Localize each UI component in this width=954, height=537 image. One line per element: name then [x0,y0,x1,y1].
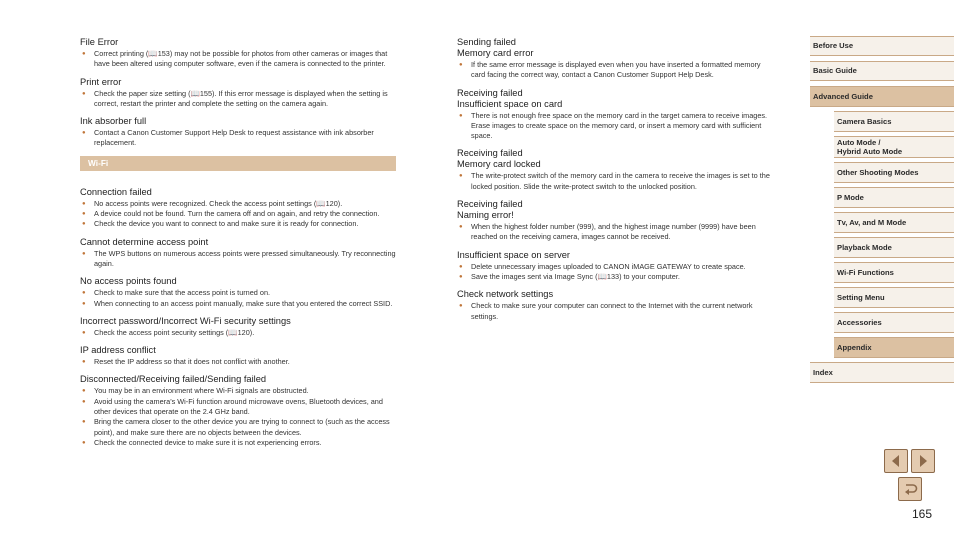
bullet-text: Check the access point security settings ( [94,327,229,337]
nav-item-basic-guide[interactable] [810,61,954,81]
nav-item-advanced-guide[interactable] [810,86,954,107]
bullet-item [80,199,396,209]
bullet-text: The write-protect switch of the memory card in the camera to receive the images is set to the locked position. Slide the write-protect switch to the unlocked position. [471,171,770,191]
nav-item-appendix[interactable] [834,337,954,358]
message-entry [80,345,396,367]
right-arrow-icon [916,454,930,468]
message-entry [80,316,396,338]
message-entry [80,77,396,110]
message-entry [457,37,775,81]
nav-item-label: Playback Mode [837,242,892,252]
bullet-text: 155). If this error message is displayed when the setting is correct, restart the printer and complete the setting on the camera again. [94,88,388,108]
bullet-item [80,328,396,338]
message-heading: Ink absorber full [80,116,147,127]
message-entry [457,199,775,243]
bullet-item [457,222,775,243]
nav-item-label: Basic Guide [813,66,857,76]
bullet-text: Check the device you want to connect to and make sure it is ready for connection. [94,219,359,229]
bullet-text: If the same error message is displayed even when you have inserted a formatted memory card facing the correct way, contact a Canon Customer Support Help Desk. [471,60,761,80]
bullet-list [80,386,396,448]
nav-item-auto-mode-hybrid-auto-mode[interactable] [834,136,954,158]
bullet-text: Check to make sure your computer can connect to the Internet with the current network settings. [471,301,753,321]
bullet-list [457,111,775,142]
nav-item-wi-fi-functions[interactable] [834,262,954,283]
message-heading: File Error [80,37,119,47]
bullet-text: When the highest folder number (999), and the highest image number (9999) have been reached on the receiving camera, images cannot be received. [471,222,756,242]
bullet-item [457,272,775,282]
bullet-text: 133) to your computer. [606,271,680,281]
message-entry [457,289,775,322]
message-entry [457,250,775,283]
bullet-item [80,299,396,309]
message-heading: IP address conflict [80,345,156,356]
message-subheading: Insufficient space on card [457,98,563,109]
nav-item-playback-mode[interactable] [834,237,954,258]
bullet-text: Bring the camera closer to the other device you are trying to connect to (such as the access point), and make sure there are no objects between the devices. [94,417,390,437]
bullet-text: Check to make sure that the access point is turned on. [94,288,271,298]
bullet-item [80,386,396,396]
bullet-text: Check the connected device to make sure it is not experiencing errors. [94,437,322,447]
nav-item-label: Auto Mode / Hybrid Auto Mode [837,137,903,156]
bullet-list [80,89,396,110]
bullet-list [80,249,396,270]
nav-item-index[interactable] [810,362,954,383]
bullet-text: Contact a Canon Customer Support Help Desk to request assistance with ink absorber replacement. [94,128,374,148]
nav-item-label: Before Use [813,41,854,51]
bullet-item [80,209,396,219]
nav-item-label: Setting Menu [837,292,885,302]
message-entry [457,148,775,192]
bullet-text: Reset the IP address so that it does not conflict with another. [94,357,290,367]
bullet-text: Correct printing ( [94,49,149,58]
previous-page-button[interactable] [884,449,908,473]
bullet-text: There is not enough free space on the memory card in the target camera to receive images. Erase images to create space on the memory card, or insert a memory card with sufficient space. [471,110,768,141]
left-column [80,37,396,455]
message-heading: Cannot determine access point [80,236,209,247]
bullet-list [457,171,775,192]
bullet-item [457,60,775,81]
nav-item-other-shooting-modes[interactable] [834,162,954,183]
bullet-text: Check the paper size setting ( [94,88,191,98]
bullet-item [457,301,775,322]
message-heading: Sending failed [457,37,516,47]
message-subheading: Memory card error [457,48,534,58]
bullet-item [457,262,775,272]
message-subheading: Memory card locked [457,159,541,170]
bullet-list [80,357,396,367]
message-entry [80,374,396,448]
bullet-text: A device could not be found. Turn the camera off and on again, and retry the connection. [94,209,380,219]
nav-item-label: Other Shooting Modes [837,167,919,177]
left-arrow-icon [889,454,903,468]
nav-item-label: Wi-Fi Functions [837,267,894,277]
bullet-item [457,111,775,142]
message-heading: Receiving failed [457,87,523,98]
bullet-list [457,301,775,322]
return-icon [902,481,918,497]
bullet-list [80,49,396,70]
message-entry [457,88,775,142]
book-reference-icon: 📖 [316,198,326,208]
bullet-list [80,128,396,149]
message-entry [80,237,396,270]
bullet-item [80,397,396,418]
nav-item-setting-menu[interactable] [834,287,954,308]
message-heading: Disconnected/Receiving failed/Sending failed [80,374,267,385]
next-page-button[interactable] [911,449,935,473]
bullet-item [80,89,396,110]
bullet-item [80,357,396,367]
bullet-text: 120). [237,327,255,337]
nav-item-label: Accessories [837,317,882,327]
bullet-item [80,438,396,448]
message-heading: Incorrect password/Incorrect Wi-Fi security settings [80,315,291,326]
bullet-list [80,199,396,230]
message-entry [80,187,396,230]
message-heading: Insufficient space on server [457,249,571,260]
nav-item-label: Appendix [837,342,872,352]
bullet-list [80,288,396,309]
nav-item-label: Tv, Av, and M Mode [837,217,907,227]
return-button[interactable] [898,477,922,501]
nav-item-label: P Mode [837,192,864,202]
bullet-list [457,60,775,81]
message-heading: Connection failed [80,186,152,197]
message-entry [80,276,396,309]
bullet-item [80,49,396,70]
nav-item-camera-basics[interactable] [834,111,954,132]
bullet-item [80,249,396,270]
bullet-text: Delete unnecessary images uploaded to CANON iMAGE GATEWAY to create space. [471,261,746,271]
nav-item-p-mode[interactable] [834,187,954,208]
book-reference-icon: 📖 [148,49,158,58]
message-heading: Print error [80,76,122,87]
section-band: Wi-Fi [80,156,396,171]
bullet-list [457,222,775,243]
bullet-text: Avoid using the camera’s Wi-Fi function around microwave ovens, Bluetooth devices, and other devices that operate on the 2.4 GHz band. [94,396,383,417]
message-entry [80,116,396,149]
book-reference-icon: 📖 [228,327,238,337]
page-number: 165 [912,507,933,521]
bullet-text: No access points were recognized. Check the access point settings ( [94,198,317,208]
book-reference-icon: 📖 [597,271,607,281]
message-heading: No access points found [80,276,177,287]
nav-item-label: Camera Basics [837,116,892,126]
message-entry [80,37,396,70]
bullet-list [80,328,396,338]
bullet-text: Save the images sent via Image Sync ( [471,271,598,281]
bullet-item [80,417,396,438]
nav-item-label: Index [813,367,833,377]
bullet-text: 120). [325,198,343,208]
bullet-item [80,288,396,298]
bullet-list [457,262,775,283]
bullet-text: The WPS buttons on numerous access points were pressed simultaneously. Try reconnecting again. [94,248,396,268]
nav-item-label: Advanced Guide [813,91,873,101]
message-heading: Check network settings [457,289,554,300]
nav-item-before-use[interactable] [810,36,954,56]
nav-item-accessories[interactable] [834,312,954,333]
message-subheading: Naming error! [457,210,514,221]
book-reference-icon: 📖 [190,88,200,98]
bullet-text: When connecting to an access point manually, make sure that you entered the correct SSID. [94,298,393,308]
bullet-text: You may be in an environment where Wi-Fi signals are obstructed. [94,386,309,396]
right-column [457,37,775,329]
bullet-item [457,171,775,192]
bullet-item [80,219,396,229]
nav-item-tv-av-and-m-mode[interactable] [834,212,954,233]
message-heading: Receiving failed [457,148,523,159]
bullet-text: 153) may not be possible for photos from other cameras or images that have been altered using computer software, even if the camera is connected to the printer. [94,49,388,69]
message-heading: Receiving failed [457,199,523,210]
bullet-item [80,128,396,149]
